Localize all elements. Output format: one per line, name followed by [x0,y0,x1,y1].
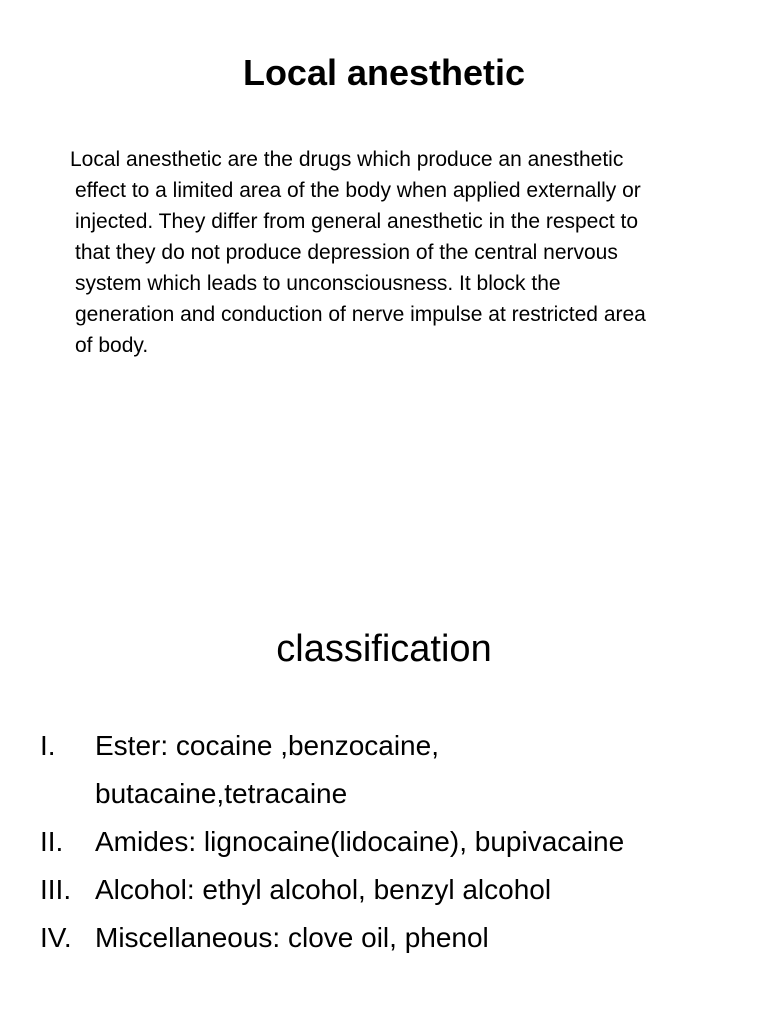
page-title: Local anesthetic [242,52,526,93]
list-item [40,818,735,866]
paragraph-line: that they do not produce depression of the central nervous [75,241,618,264]
paragraph-line: of body. [75,334,149,357]
item-text: Amides: lignocaine(lidocaine), bupivacaine [95,826,625,857]
list-item [40,722,735,818]
item-number: III. [40,874,72,905]
item-text: Alcohol: ethyl alcohol, benzyl alcohol [95,874,552,905]
list-item [40,914,735,962]
paragraph-line: generation and conduction of nerve impulse at restricted area [75,303,646,326]
paragraph-line: effect to a limited area of the body when applied externally or [75,179,641,202]
item-number: IV. [40,922,72,953]
item-text: Miscellaneous: clove oil, phenol [95,922,489,953]
classification-heading: classification [276,628,492,670]
list-item [40,866,735,914]
definition-paragraph [64,144,734,361]
paragraph-line: injected. They differ from general anesthetic in the respect to [75,210,639,233]
paragraph-line: system which leads to unconsciousness. It block the [75,272,561,295]
classification-list [40,722,735,962]
paragraph-line: Local anesthetic are the drugs which produce an anesthetic [70,148,624,171]
item-number: II. [40,826,64,857]
item-text: Ester: cocaine ,benzocaine, butacaine,tetracaine [95,730,439,809]
item-number: I. [40,730,56,761]
